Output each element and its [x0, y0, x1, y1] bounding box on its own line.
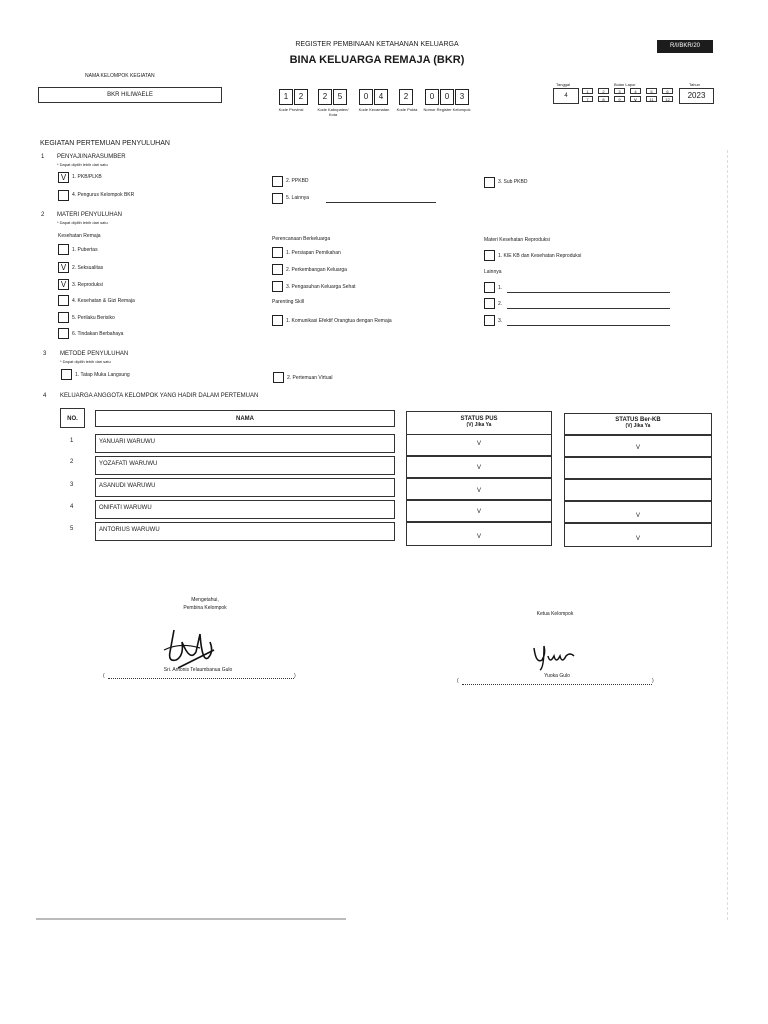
- sign-left-bracket-close: ): [294, 673, 296, 679]
- col-header-nama: NAMA: [95, 410, 395, 427]
- sign-left-line: [108, 678, 294, 679]
- label-persiapan: 1. Persiapan Pernikahan: [286, 250, 341, 256]
- label-pengurus: 4. Pengurus Kelompok BKR: [72, 192, 135, 198]
- group-name-field: BKR HILIWAELE: [38, 87, 222, 103]
- s4-number: 4: [43, 393, 47, 399]
- label-lainnya-2: 2.: [498, 301, 503, 307]
- code-digit: 1: [279, 89, 293, 105]
- label-pubertas: 1. Pubertas: [72, 247, 98, 253]
- checkbox-tatap-muka[interactable]: [61, 369, 72, 380]
- code-label-register: Nomor Register Kelompok: [423, 107, 471, 112]
- label-kie-kb: 1. KIE KB dan Kesehatan Reproduksi: [498, 253, 582, 259]
- label-lainnya-3: 3.: [498, 318, 503, 324]
- row-kb: V: [564, 501, 712, 523]
- col-header-kb: [564, 413, 712, 435]
- row-nama: ANTORIUS WARUWU: [95, 522, 395, 541]
- sign-left-bracket-open: (: [103, 673, 105, 679]
- checkbox-seksualitas[interactable]: V: [58, 262, 69, 273]
- month-cell: 11: [646, 96, 657, 102]
- section-title: KEGIATAN PERTEMUAN PENYULUHAN: [40, 140, 170, 147]
- s2-note: * Dapat dipilih lebih dari satu: [57, 220, 108, 225]
- checkbox-lainnya-1[interactable]: [484, 282, 495, 293]
- label-lainnya-1: 1.: [498, 285, 503, 291]
- checkbox-lainnya-2[interactable]: [484, 298, 495, 309]
- label-pengasuhan: 3. Pengasuhan Keluarga Sehat: [286, 284, 356, 290]
- perencanaan-head: Perencanaan Berkeluarga: [272, 236, 331, 242]
- label-perkembangan: 2. Perkembangan Keluarga: [286, 267, 347, 273]
- sign-left-label1: Mengetahui,: [191, 597, 219, 603]
- month-cell: 7: [582, 96, 593, 102]
- row-pus: V: [406, 478, 552, 500]
- code-digit: 2: [318, 89, 332, 105]
- s2-title: MATERI PENYULUHAN: [57, 212, 122, 218]
- sign-right-label: Ketua Kelompok: [536, 611, 574, 617]
- checkbox-pkb[interactable]: V: [58, 172, 69, 183]
- code-label-pokta: Kode Pokta: [396, 107, 418, 112]
- month-cell: 6: [662, 88, 673, 94]
- label-komunikasi: 1. Komunikasi Efektif Orangtua dengan Remaja: [286, 318, 392, 324]
- code-digit: 5: [333, 89, 347, 105]
- row-pus: V: [406, 522, 552, 546]
- checkbox-sub-pkbd[interactable]: [484, 177, 495, 188]
- sign-left-label2: Pembina Kelompok: [183, 605, 227, 611]
- code-label-province: Kode Provinsi: [278, 107, 304, 112]
- label-seksualitas: 2. Seksualitas: [72, 265, 104, 271]
- row-nama: YOZAFATI WARUWU: [95, 456, 395, 475]
- checkbox-pubertas[interactable]: [58, 244, 69, 255]
- row-kb: [564, 479, 712, 501]
- col-header-pus: [406, 411, 552, 435]
- row-nama: YANUARI WARUWU: [95, 434, 395, 453]
- row-pus: V: [406, 456, 552, 478]
- col-header-kb-title: STATUS Ber-KB: [615, 417, 661, 423]
- group-name-label: NAMA KELOMPOK KEGIATAN: [85, 73, 155, 79]
- code-digit: 0: [425, 89, 439, 105]
- s3-number: 3: [43, 351, 47, 357]
- main-title: BINA KELUARGA REMAJA (BKR): [289, 54, 465, 66]
- row-no: 3: [70, 482, 74, 488]
- scan-side-artifact: [727, 150, 729, 920]
- row-pus: V: [406, 434, 552, 456]
- scan-edge-artifact: [36, 918, 346, 920]
- month-cell: 5: [646, 88, 657, 94]
- checkbox-virtual[interactable]: [273, 372, 284, 383]
- s2-number: 2: [41, 212, 45, 218]
- lainnya-line-3: [507, 325, 670, 326]
- month-cell: 4: [630, 88, 641, 94]
- checkbox-kie-kb[interactable]: [484, 250, 495, 261]
- checkbox-reproduksi[interactable]: V: [58, 279, 69, 290]
- s1-number: 1: [41, 154, 45, 160]
- checkbox-pengurus[interactable]: [58, 190, 69, 201]
- checkbox-perkembangan[interactable]: [272, 264, 283, 275]
- checkbox-persiapan[interactable]: [272, 247, 283, 258]
- tahun-label: Tahun: [689, 82, 700, 87]
- s1-note: * Dapat dipilih lebih dari satu: [57, 162, 108, 167]
- month-cell: 8: [598, 96, 609, 102]
- s4-title: KELUARGA ANGGOTA KELOMPOK YANG HADIR DALAM PERTEMUAN: [60, 393, 259, 399]
- code-label-district: Kode Kecamatan: [358, 107, 390, 112]
- checkbox-ppkbd[interactable]: [272, 176, 283, 187]
- month-cell: 12: [662, 96, 673, 102]
- checkbox-pengasuhan[interactable]: [272, 281, 283, 292]
- checkbox-tindakan[interactable]: [58, 328, 69, 339]
- label-tatap-muka: 1. Tatap Muka Langsung: [75, 372, 130, 378]
- label-lainnya: 5. Lainnya: [286, 195, 310, 201]
- label-perilaku: 5. Perilaku Berisiko: [72, 315, 115, 321]
- row-no: 4: [70, 504, 74, 510]
- row-no: 2: [70, 459, 74, 465]
- checkbox-lainnya[interactable]: [272, 193, 283, 204]
- code-digit: 2: [294, 89, 308, 105]
- tanggal-label: Tanggal: [556, 82, 571, 87]
- s3-note: * Dapat dipilih lebih dari satu: [60, 359, 111, 364]
- checkbox-lainnya-3[interactable]: [484, 315, 495, 326]
- lainnya-head: Lainnya: [484, 269, 502, 275]
- row-no: 1: [70, 438, 74, 444]
- lainnya-line-1: [507, 292, 670, 293]
- checkbox-komunikasi[interactable]: [272, 315, 283, 326]
- sign-right-name: Yuoka Gulo: [544, 673, 570, 679]
- code-digit: 4: [374, 89, 388, 105]
- lainnya-line: [326, 202, 436, 203]
- code-digit: 0: [440, 89, 454, 105]
- checkbox-perilaku[interactable]: [58, 312, 69, 323]
- label-pkb: 1. PKB/PLKB: [72, 174, 102, 180]
- parenting-head: Parenting Skill: [272, 299, 304, 305]
- row-nama: ONIFATI WARUWU: [95, 500, 395, 519]
- label-gizi: 4. Kesehatan & Gizi Remaja: [72, 298, 135, 304]
- row-kb: V: [564, 523, 712, 547]
- label-sub-pkbd: 3. Sub PKBD: [498, 179, 528, 185]
- code-label-regency: Kode Kabupaten/ Kota: [317, 107, 349, 117]
- month-cell-selected: V: [630, 96, 641, 102]
- row-kb: V: [564, 435, 712, 457]
- checkbox-gizi[interactable]: [58, 295, 69, 306]
- tahun-field: 2023: [679, 88, 714, 104]
- form-code-badge: R/I/BKR/20: [657, 40, 713, 53]
- row-no: 5: [70, 526, 74, 532]
- signature-right-image: [530, 642, 578, 672]
- sign-right-bracket-close: ): [652, 678, 654, 684]
- row-nama: ASANUDI WARUWU: [95, 478, 395, 497]
- col-header-kb-sub: (V) Jika Ya: [625, 423, 651, 429]
- code-digit: 3: [455, 89, 469, 105]
- label-ppkbd: 2. PPKBD: [286, 178, 309, 184]
- row-kb: [564, 457, 712, 479]
- s3-title: METODE PENYULUHAN: [60, 351, 129, 357]
- register-title: REGISTER PEMBINAAN KETAHANAN KELUARGA: [295, 41, 459, 48]
- col-header-pus-title: STATUS PUS: [460, 416, 498, 422]
- col-header-pus-sub: (V) Jika Ya: [466, 422, 492, 428]
- kesehatan-remaja-head: Kesehatan Remaja: [58, 233, 101, 239]
- month-cell: 9: [614, 96, 625, 102]
- label-tindakan: 6. Tindakan Berbahaya: [72, 331, 124, 337]
- s1-title: PENYAJI/NARASUMBER: [57, 154, 126, 160]
- label-virtual: 2. Pertemuan Virtual: [287, 375, 333, 381]
- sign-right-line: [462, 684, 652, 685]
- sign-left-name: Sri. Antonis Telaumbanua Gulo: [163, 667, 233, 673]
- month-cell: 2: [598, 88, 609, 94]
- sign-right-bracket-open: (: [457, 678, 459, 684]
- code-digit: 0: [359, 89, 373, 105]
- label-reproduksi: 3. Reproduksi: [72, 282, 103, 288]
- bulan-label: Bulan Lapor: [614, 82, 636, 87]
- lainnya-line-2: [507, 308, 670, 309]
- month-cell: 1: [582, 88, 593, 94]
- tanggal-field: 4: [553, 88, 579, 104]
- code-digit: 2: [399, 89, 413, 105]
- month-cell: 3: [614, 88, 625, 94]
- materi-kespro-head: Materi Kesehatan Reproduksi: [484, 237, 550, 243]
- row-pus: V: [406, 500, 552, 522]
- col-header-no: NO.: [60, 408, 85, 428]
